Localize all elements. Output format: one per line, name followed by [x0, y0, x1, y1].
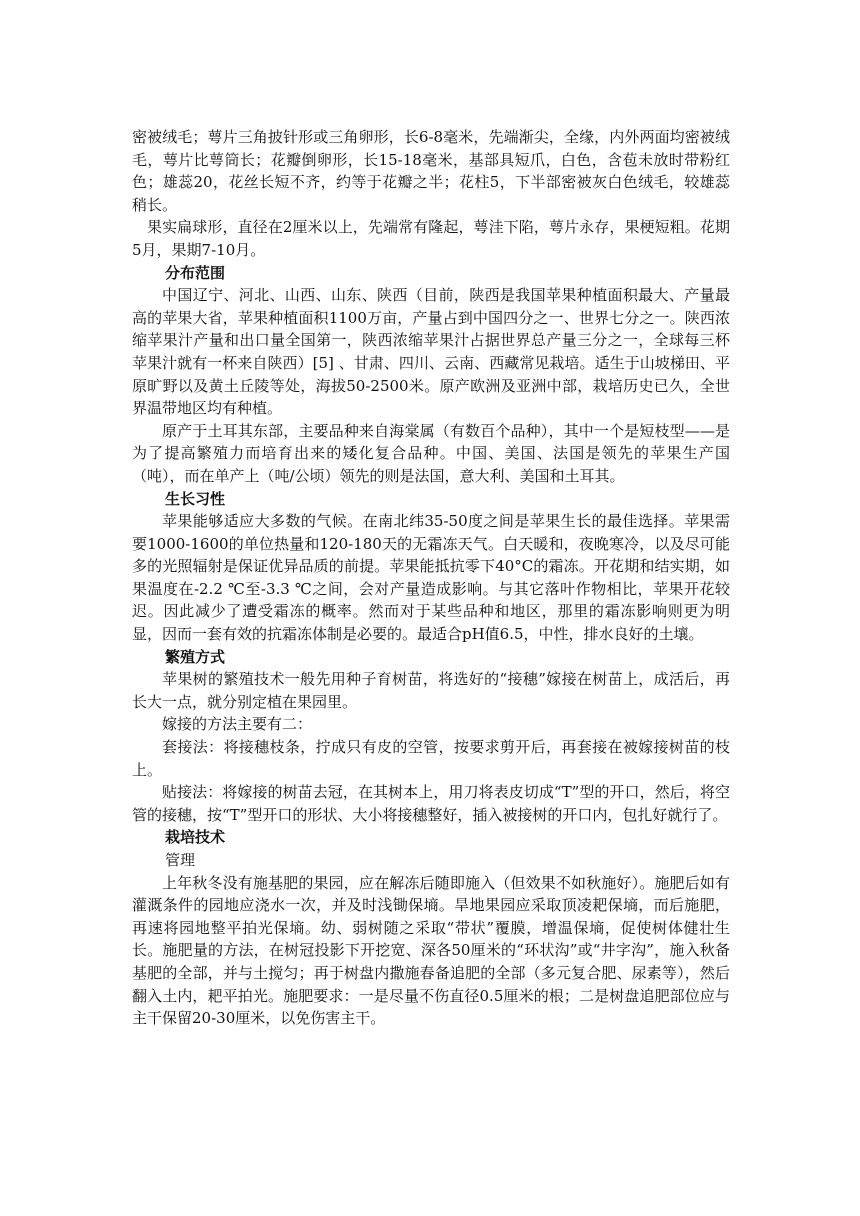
subheading-management: 管理	[165, 851, 196, 869]
paragraph-distribution-1: 中国辽宁、河北、山西、山东、陕西（目前，陕西是我国苹果种植面积最大、产量最高的苹果大省，苹果种植面积1100万亩，产量占到中国四分之一、世界七分之一。陕西浓缩苹果汁产量和出口量全国第一，陕西浓缩苹果汁占据世界总产量三分之一，全球每三杯苹果汁就有一杯来自陕西）[5] 、甘肃、四川、云南、西藏常见栽培。适生于山坡梯田、平原旷野以及黄土丘陵等处，海拔50-2500米。原产欧洲及亚洲中部，栽培历史已久，全世界温带地区均有种植。	[132, 286, 730, 418]
paragraph-growth-habit: 苹果能够适应大多数的气候。在南北纬35-50度之间是苹果生长的最佳选择。苹果需要1000-1600的单位热量和120-180天的无霜冻天气。白天暖和，夜晚寒冷，以及尽可能多的光照辐射是保证优异品质的前提。苹果能抵抗零下40°C的霜冻。开花期和结实期，如果温度在-2.2 ℃至-3.3 ℃之间，会对产量造成影响。与其它落叶作物相比，苹果开花较迟。因此减少了遭受霜冻的概率。然而对于某些品种和地区，那里的霜冻影响则更为明显，因而一套有效的抗霜冻体制是必要的。最适合pH值6.5，中性，排水良好的土壤。	[132, 512, 730, 644]
paragraph-propagation-1: 苹果树的繁殖技术一般先用种子育树苗，将选好的“接穗”嫁接在树苗上，成活后，再长大一点，就分别定植在果园里。	[132, 670, 730, 711]
heading-cultivation: 栽培技术	[165, 828, 226, 847]
paragraph-propagation-4: 贴接法：将嫁接的树苗去冠，在其树本上，用刀将表皮切成“T”型的开口，然后，将空管的接穗，按“T”型开口的形状、大小将接穗整好，插入被接树的开口内，包扎好就行了。	[132, 783, 730, 824]
heading-propagation: 繁殖方式	[165, 647, 226, 666]
paragraph-flower-description: 密被绒毛；萼片三角披针形或三角卵形，长6-8毫米，先端渐尖，全缘，内外两面均密被绒毛，萼片比萼筒长；花瓣倒卵形，长15-18毫米，基部具短爪，白色，含苞未放时带粉红色；雄蕊20，花丝长短不齐，约等于花瓣之半；花柱5，下半部密被灰白色绒毛，较雄蕊稍长。	[132, 128, 730, 214]
heading-distribution: 分布范围	[165, 263, 226, 282]
paragraph-distribution-2: 原产于土耳其东部，主要品种来自海棠属（有数百个品种），其中一个是短枝型——是为了提高繁殖力而培育出来的矮化复合品种。中国、美国、法国是领先的苹果生产国（吨），而在单产上（吨/公顷）领先的则是法国，意大利、美国和土耳其。	[132, 421, 730, 485]
paragraph-propagation-3: 套接法：将接穗枝条，拧成只有皮的空管，按要求剪开后，再套接在被嫁接树苗的枝上。	[132, 738, 730, 779]
paragraph-propagation-2: 嫁接的方法主要有二：	[162, 715, 313, 734]
document-body	[132, 126, 730, 1030]
paragraph-fruit-description: 果实扁球形，直径在2厘米以上，先端常有隆起，萼洼下陷，萼片永存，果梗短粗。花期5月，果期7-10月。	[132, 218, 730, 259]
paragraph-cultivation: 上年秋冬没有施基肥的果园，应在解冻后随即施入（但效果不如秋施好）。施肥后如有灌溉条件的园地应浇水一次，并及时浅锄保墒。旱地果园应采取顶凌耙保墒，而后施肥，再速将园地整平拍光保墒。幼、弱树随之采取“带状”覆膜，增温保墒，促使树体健壮生长。施肥量的方法，在树冠投影下开挖宽、深各50厘米的“环状沟”或“井字沟”，施入秋备基肥的全部，并与土搅匀；再于树盘内撒施春备追肥的全部（多元复合肥、尿素等），然后翻入土内，耙平拍光。施肥要求：一是尽量不伤直径0.5厘米的根；二是树盘追肥部位应与主干保留20-30厘米，以免伤害主干。	[132, 873, 730, 1028]
heading-growth-habit: 生长习性	[165, 489, 226, 508]
